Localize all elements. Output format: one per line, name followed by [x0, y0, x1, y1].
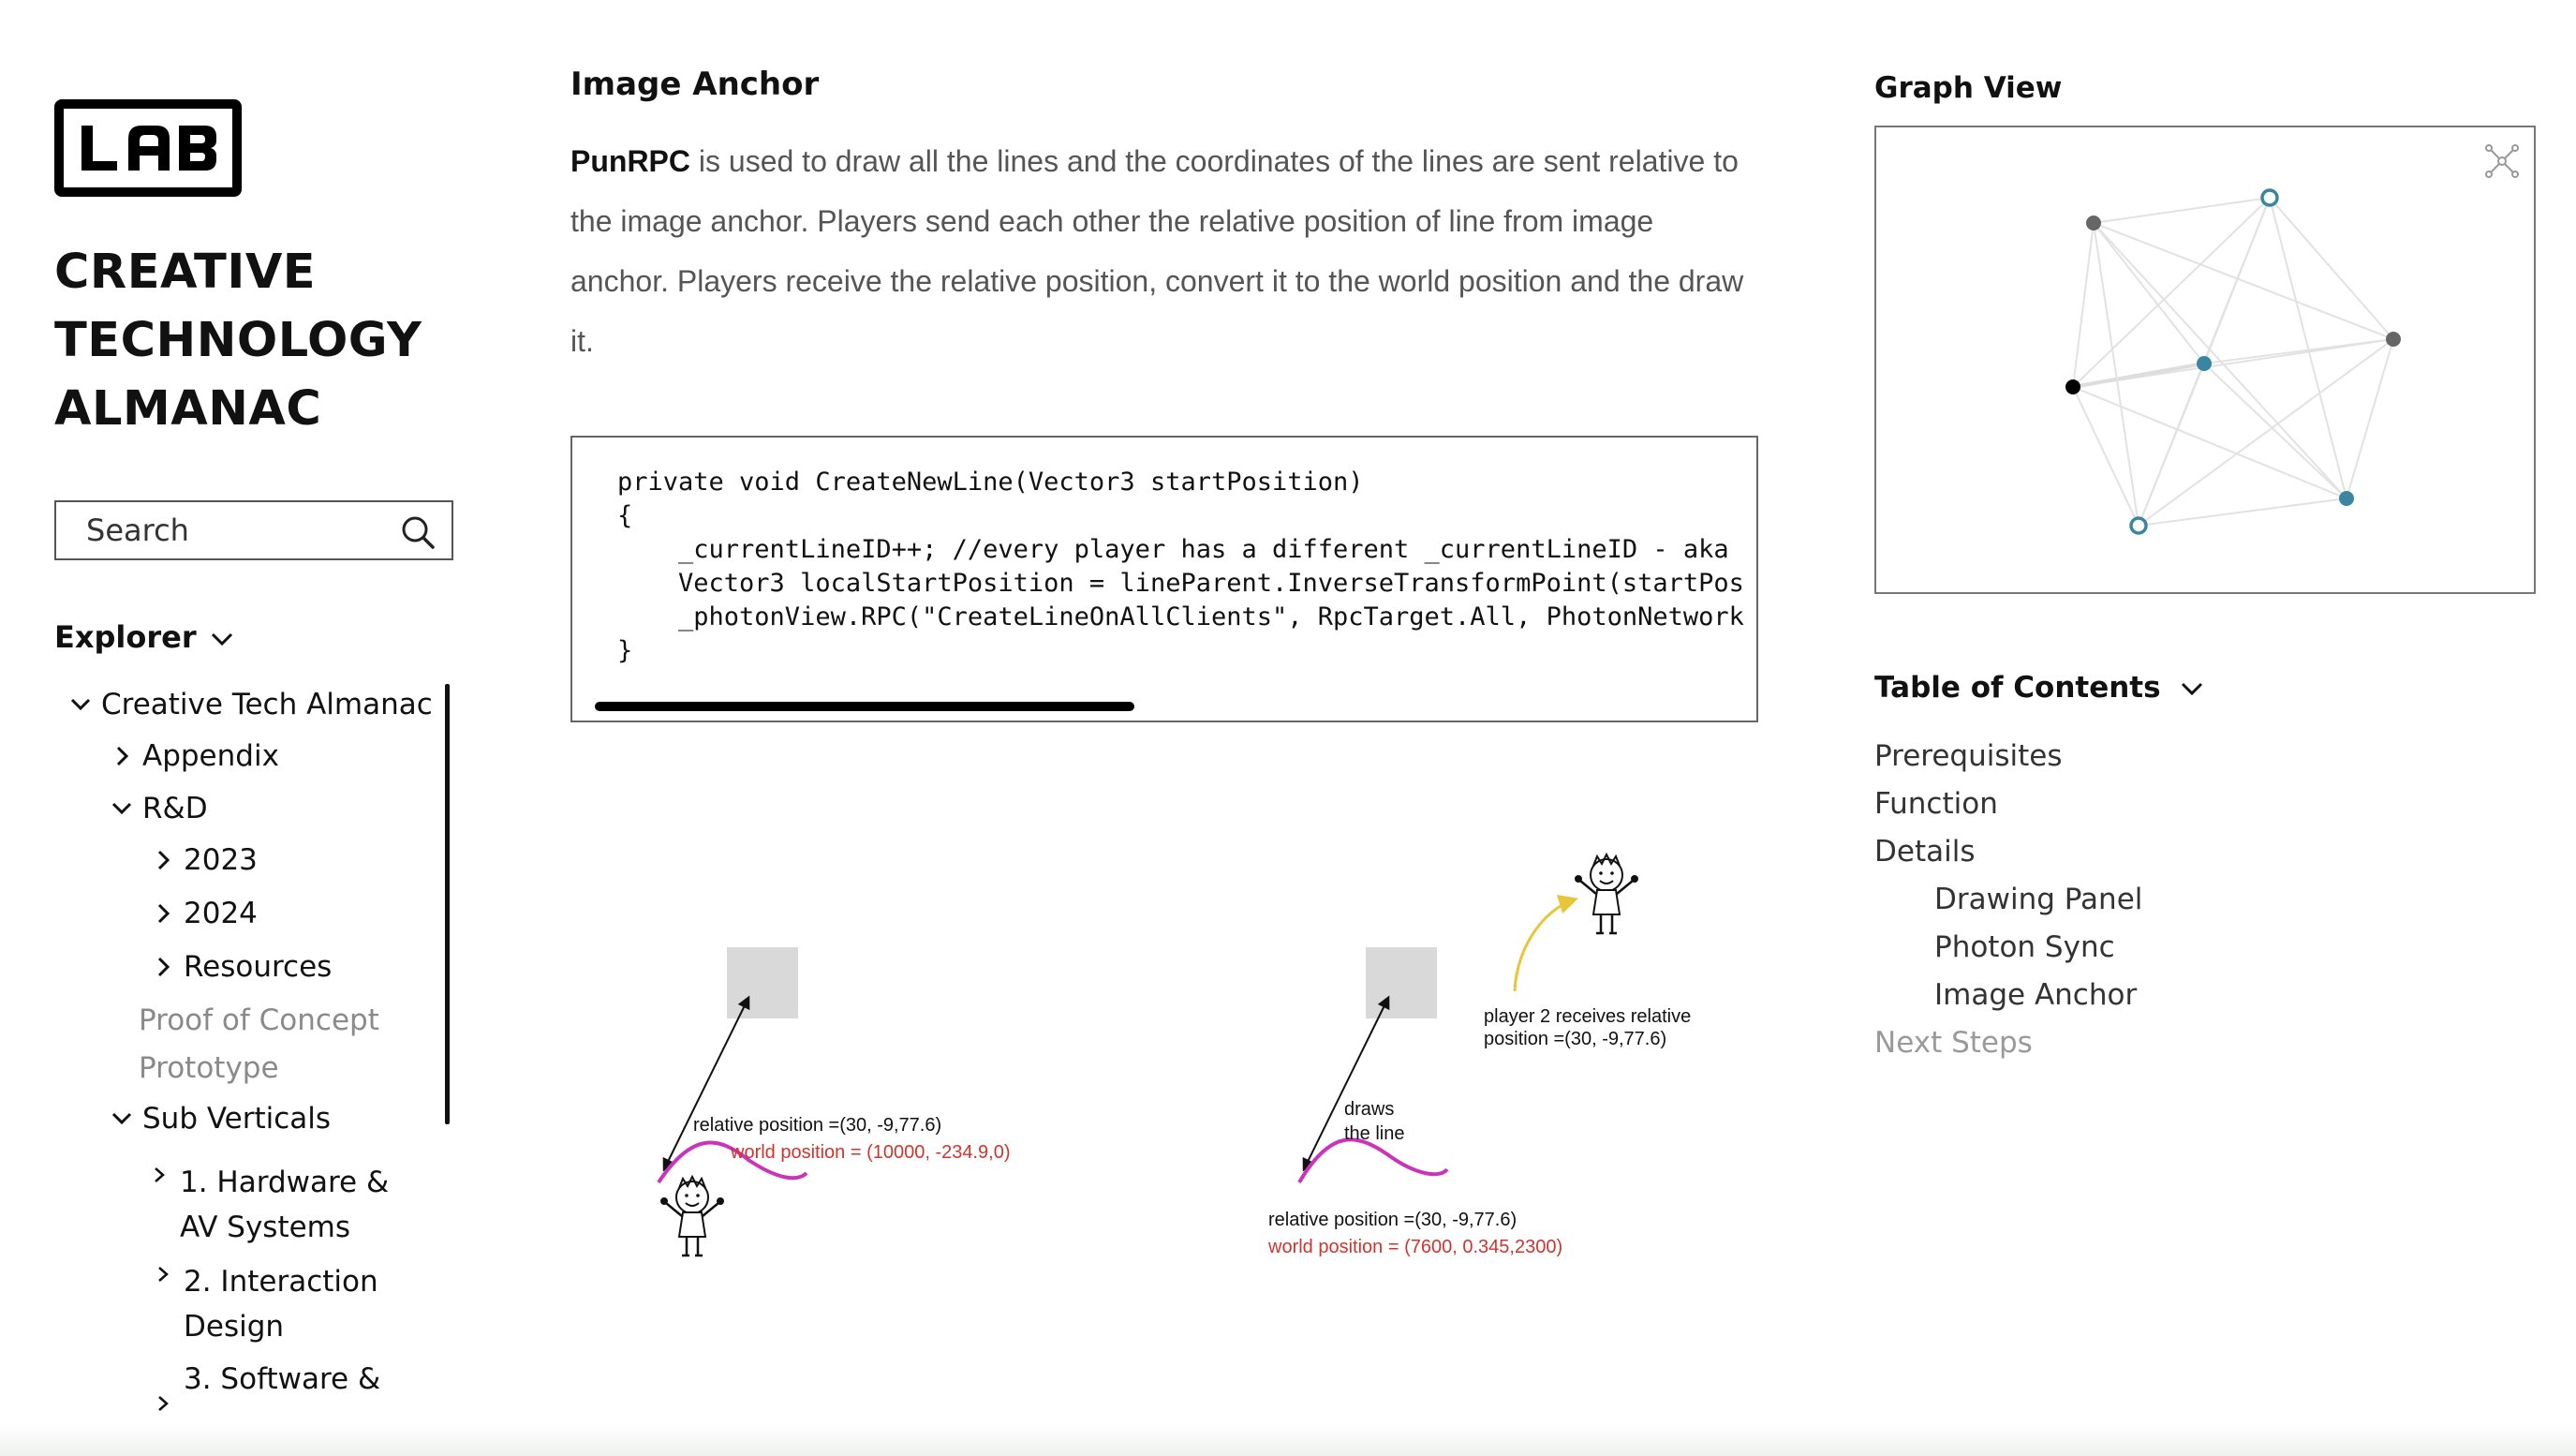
image-anchor-diagram	[570, 806, 1769, 1349]
graph-view[interactable]	[1874, 126, 2536, 594]
chevron-down-icon	[109, 1111, 135, 1126]
explorer-tree	[54, 678, 466, 1456]
chevron-down-icon	[109, 801, 135, 816]
right-world-label: world position = (7600, 0.345,2300)	[1268, 1237, 1563, 1257]
tree-item-label: Prototype	[139, 1051, 279, 1085]
toc-toggle[interactable]	[1874, 671, 2204, 705]
tree-item-appendix[interactable]	[109, 739, 279, 773]
left-relative-label: relative position =(30, -9,77.6)	[693, 1115, 942, 1136]
chevron-right-icon	[150, 902, 176, 925]
tree-item-label: Appendix	[142, 739, 279, 773]
image-anchor-left	[727, 947, 798, 1018]
toc-item-photon-sync[interactable]: Photon Sync	[1934, 930, 2115, 964]
player-2-figure	[1575, 854, 1638, 933]
tree-item-label: 3. Software &	[184, 1362, 381, 1396]
graph-node-current[interactable]	[2065, 379, 2080, 394]
player-1-figure	[660, 1177, 724, 1255]
explorer-toggle[interactable]	[54, 619, 234, 655]
tree-item-label: 2023	[184, 843, 258, 877]
toc-item-details[interactable]: Details	[1874, 835, 1976, 869]
lab-logo-icon	[74, 120, 222, 176]
graph-node[interactable]	[2086, 215, 2101, 230]
chevron-right-icon	[150, 1166, 169, 1184]
tree-item-label: Creative Tech Almanac	[101, 688, 433, 721]
tree-item-sub-verticals[interactable]	[109, 1102, 331, 1136]
tree-item-2023[interactable]	[150, 843, 258, 877]
right-panel	[1874, 71, 2539, 1060]
toc-item-image-anchor[interactable]: Image Anchor	[1934, 978, 2138, 1012]
toc-label: Table of Contents	[1874, 671, 2161, 705]
graph-node[interactable]	[2339, 491, 2354, 506]
tree-item-prototype[interactable]	[139, 1051, 279, 1085]
site-title-line: TECHNOLOGY	[54, 313, 422, 368]
toc-item-next-steps[interactable]: Next Steps	[1874, 1026, 2033, 1060]
receive-arrow	[1515, 899, 1575, 991]
explorer-label: Explorer	[54, 619, 197, 655]
table-of-contents	[1874, 671, 2204, 1067]
drawn-line-right	[1299, 1139, 1447, 1182]
toc-list	[1874, 733, 2204, 1067]
player-2-label-line-2: position =(30, -9,77.6)	[1484, 1029, 1667, 1049]
chevron-down-icon	[2180, 671, 2204, 705]
punrpc-term: PunRPC	[570, 144, 690, 178]
code-horizontal-scrollbar[interactable]	[595, 702, 1134, 711]
chevron-right-icon	[150, 956, 176, 978]
graph-node[interactable]	[2386, 332, 2401, 347]
tree-item-software[interactable]	[154, 1351, 435, 1413]
tree-item-label: Resources	[184, 950, 333, 984]
draws-label-line-2: the line	[1344, 1123, 1405, 1144]
tree-item-label: 1. Hardware & AV Systems	[180, 1166, 390, 1244]
image-anchor-right	[1366, 947, 1437, 1018]
article	[570, 66, 1762, 665]
article-paragraph	[570, 131, 1760, 371]
search-placeholder: Search	[86, 513, 189, 548]
tree-item-label: 2024	[184, 897, 258, 930]
chevron-right-icon	[154, 1394, 172, 1413]
site-logo[interactable]	[54, 99, 242, 197]
site-title-line: CREATIVE	[54, 245, 317, 300]
tree-item-proof-of-concept[interactable]	[139, 1003, 379, 1037]
tree-item-label: R&D	[142, 792, 208, 825]
toc-item-prerequisites[interactable]: Prerequisites	[1874, 739, 2063, 773]
tree-item-creative-tech-almanac[interactable]	[67, 688, 433, 721]
graph-canvas[interactable]	[1876, 127, 2534, 592]
graph-view-title: Graph View	[1874, 71, 2063, 105]
tree-item-rnd[interactable]	[109, 792, 208, 825]
chevron-right-icon	[150, 849, 176, 871]
section-heading: Image Anchor	[570, 66, 820, 103]
chevron-right-icon	[154, 1265, 172, 1284]
bottom-shade	[0, 1424, 2576, 1456]
tree-item-label: 2. Interaction Design	[184, 1265, 378, 1344]
draws-label-line-1: draws	[1344, 1099, 1395, 1120]
paragraph-text: is used to draw all the lines and the coordinates of the lines are sent relative to the image anchor. Players send each other the relative position of line from image anchor. Players receive the relative position, convert it to the world position and the draw it.	[570, 144, 1744, 358]
chevron-right-icon	[109, 745, 135, 767]
tree-item-hardware-av[interactable]	[150, 1154, 431, 1250]
tree-item-resources[interactable]	[150, 950, 332, 984]
sidebar	[54, 99, 466, 1396]
code-text: private void CreateNewLine(Vector3 startPosition) { _currentLineID++; //every player has a different _currentLineID - aka Vector3 localStartPosition = lineParent.InverseTransformPoint(startPos _photonView.RPC("CreateLineOnAllClients", RpcTarget.All, PhotonNetwork }	[617, 468, 1744, 665]
graph-node[interactable]	[2131, 518, 2146, 533]
tree-item-2024[interactable]	[150, 897, 258, 930]
right-relative-label: relative position =(30, -9,77.6)	[1268, 1210, 1517, 1230]
chevron-down-icon	[67, 697, 94, 712]
chevron-down-icon	[210, 619, 234, 655]
toc-item-function[interactable]: Function	[1874, 787, 1998, 821]
search-input[interactable]	[54, 500, 453, 560]
search-icon[interactable]	[399, 513, 437, 556]
tree-item-interaction-design[interactable]	[154, 1254, 435, 1349]
player-2-label-line-1: player 2 receives relative	[1484, 1006, 1692, 1027]
code-block[interactable]	[570, 436, 1758, 722]
tree-item-label: Sub Verticals	[142, 1102, 332, 1136]
global-graph-icon[interactable]	[2486, 145, 2518, 177]
graph-node[interactable]	[2262, 190, 2277, 205]
tree-item-label: Proof of Concept	[139, 1003, 379, 1037]
toc-item-drawing-panel[interactable]: Drawing Panel	[1934, 883, 2143, 916]
graph-node[interactable]	[2197, 356, 2212, 371]
site-title-line: ALMANAC	[54, 381, 322, 437]
site-title[interactable]	[54, 238, 448, 443]
left-world-label: world position = (10000, -234.9,0)	[731, 1142, 1011, 1163]
tree-scrollbar[interactable]	[445, 684, 450, 1124]
